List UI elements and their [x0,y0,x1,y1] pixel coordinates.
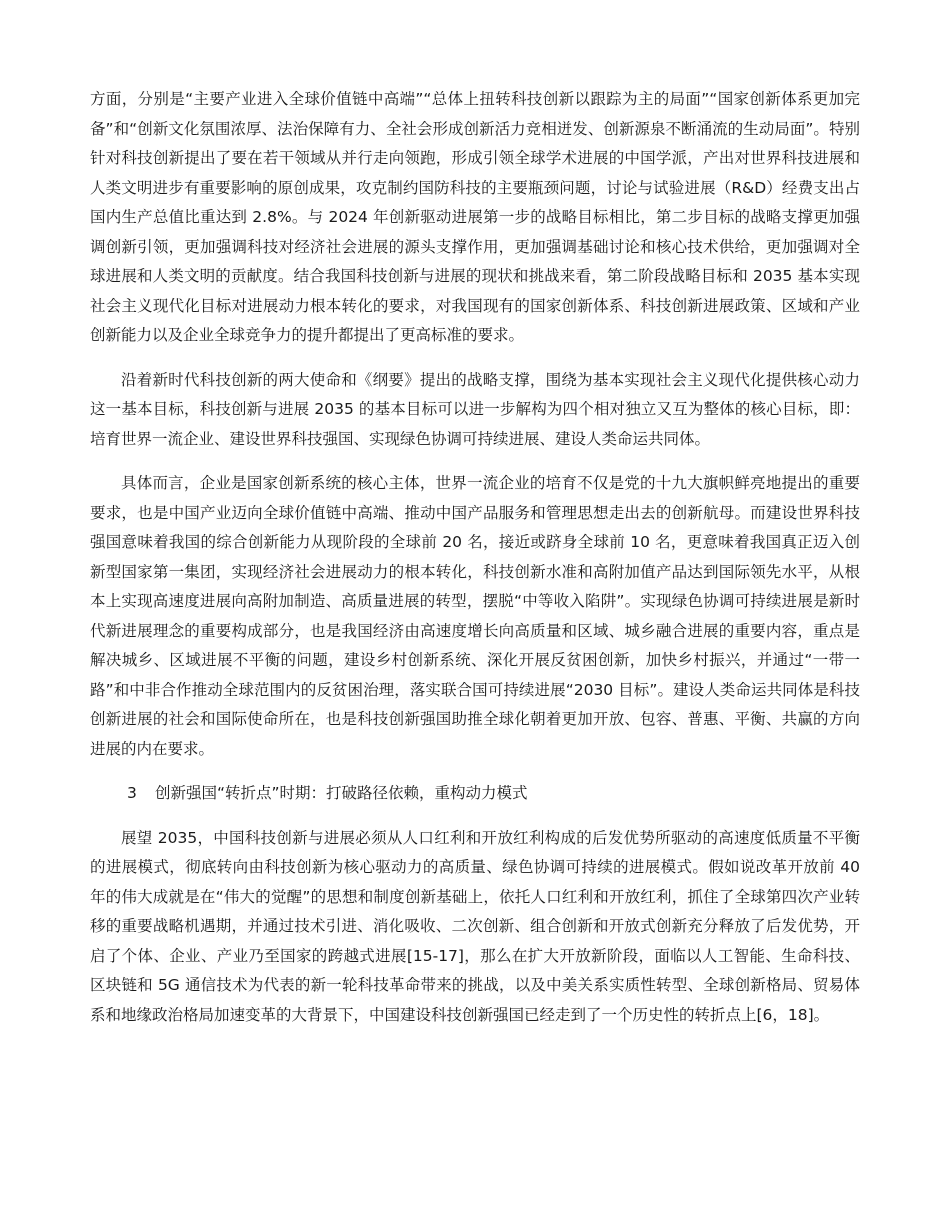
paragraph-2: 沿着新时代科技创新的两大使命和《纲要》提出的战略支撑，围绕为基本实现社会主义现代化提供核心动力这一基本目标，科技创新与进展 2035 的基本目标可以进一步解构为四个相对独立又互为整体的核心目标，即：培育世界一流企业、建设世界科技强国、实现绿色协调可持续进展、建设人类命运共同体。 [90,370,860,448]
section-heading [90,779,860,809]
document-page [90,85,860,1030]
paragraph-4: 展望 2035，中国科技创新与进展必须从人口红利和开放红利构成的后发优势所驱动的高速度低质量不平衡的进展模式，彻底转向由科技创新为核心驱动力的高质量、绿色协调可持续的进展模式。假如说改革开放前 40 年的伟大成就是在“伟大的觉醒”的思想和制度创新基础上，依托人口红利和开放红利，抓住了全球第四次产业转移的重要战略机遇期，并通过技术引进、消化吸收、二次创新、组合创新和开放式创新充分释放了后发优势，开启了个体、企业、产业乃至国家的跨越式进展[15-17]，那么在扩大开放新阶段，面临以人工智能、生命科技、区块链和 5G 通信技术为代表的新一轮科技革命带来的挑战，以及中美关系实质性转型、全球创新格局、贸易体系和地缘政治格局加速变革的大背景下，中国建设科技创新强国已经走到了一个历史性的转折点上[6，18]。 [90,828,860,1024]
section-number: 3 [127,784,137,802]
paragraph-1: 方面，分别是“主要产业进入全球价值链中高端”“总体上扭转科技创新以跟踪为主的局面”“国家创新体系更加完备”和“创新文化氛围浓厚、法治保障有力、全社会形成创新活力竞相迸发、创新源泉不断涌流的生动局面”。特别针对科技创新提出了要在若干领域从并行走向领跑，形成引领全球学术进展的中国学派，产出对世界科技进展和人类文明进步有重要影响的原创成果，攻克制约国防科技的主要瓶颈问题，讨论与试验进展（R&D）经费支出占国内生产总值比重达到 2.8%。与 2024 年创新驱动进展第一步的战略目标相比，第二步目标的战略支撑更加强调创新引领，更加强调科技对经济社会进展的源头支撑作用，更加强调基础讨论和核心技术供给，更加强调对全球进展和人类文明的贡献度。结合我国科技创新与进展的现状和挑战来看，第二阶段战略目标和 2035 基本实现社会主义现代化目标对进展动力根本转化的要求，对我国现有的国家创新体系、科技创新进展政策、区域和产业创新能力以及企业全球竞争力的提升都提出了更高标准的要求。 [90,90,860,344]
paragraph-3: 具体而言，企业是国家创新系统的核心主体，世界一流企业的培育不仅是党的十九大旗帜鲜亮地提出的重要要求，也是中国产业迈向全球价值链中高端、推动中国产品服务和管理思想走出去的创新航母。而建设世界科技强国意味着我国的综合创新能力从现阶段的全球前 20 名，接近或跻身全球前 10 名，更意味着我国真正迈入创新型国家第一集团，实现经济社会进展动力的根本转化，科技创新水准和高附加值产品达到国际领先水平，从根本上实现高速度进展向高附加制造、高质量进展的转型，摆脱“中等收入陷阱”。实现绿色协调可持续进展是新时代新进展理念的重要构成部分，也是我国经济由高速度增长向高质量和区域、城乡融合进展的重要内容，重点是解决城乡、区域进展不平衡的问题，建设乡村创新系统、深化开展反贫困创新，加快乡村振兴，并通过“一带一路”和中非合作推动全球范围内的反贫困治理，落实联合国可持续进展“2030 目标”。建设人类命运共同体是科技创新进展的社会和国际使命所在，也是科技创新强国助推全球化朝着更加开放、包容、普惠、平衡、共赢的方向进展的内在要求。 [90,474,860,758]
section-title: 创新强国“转折点”时期：打破路径依赖，重构动力模式 [155,784,528,802]
